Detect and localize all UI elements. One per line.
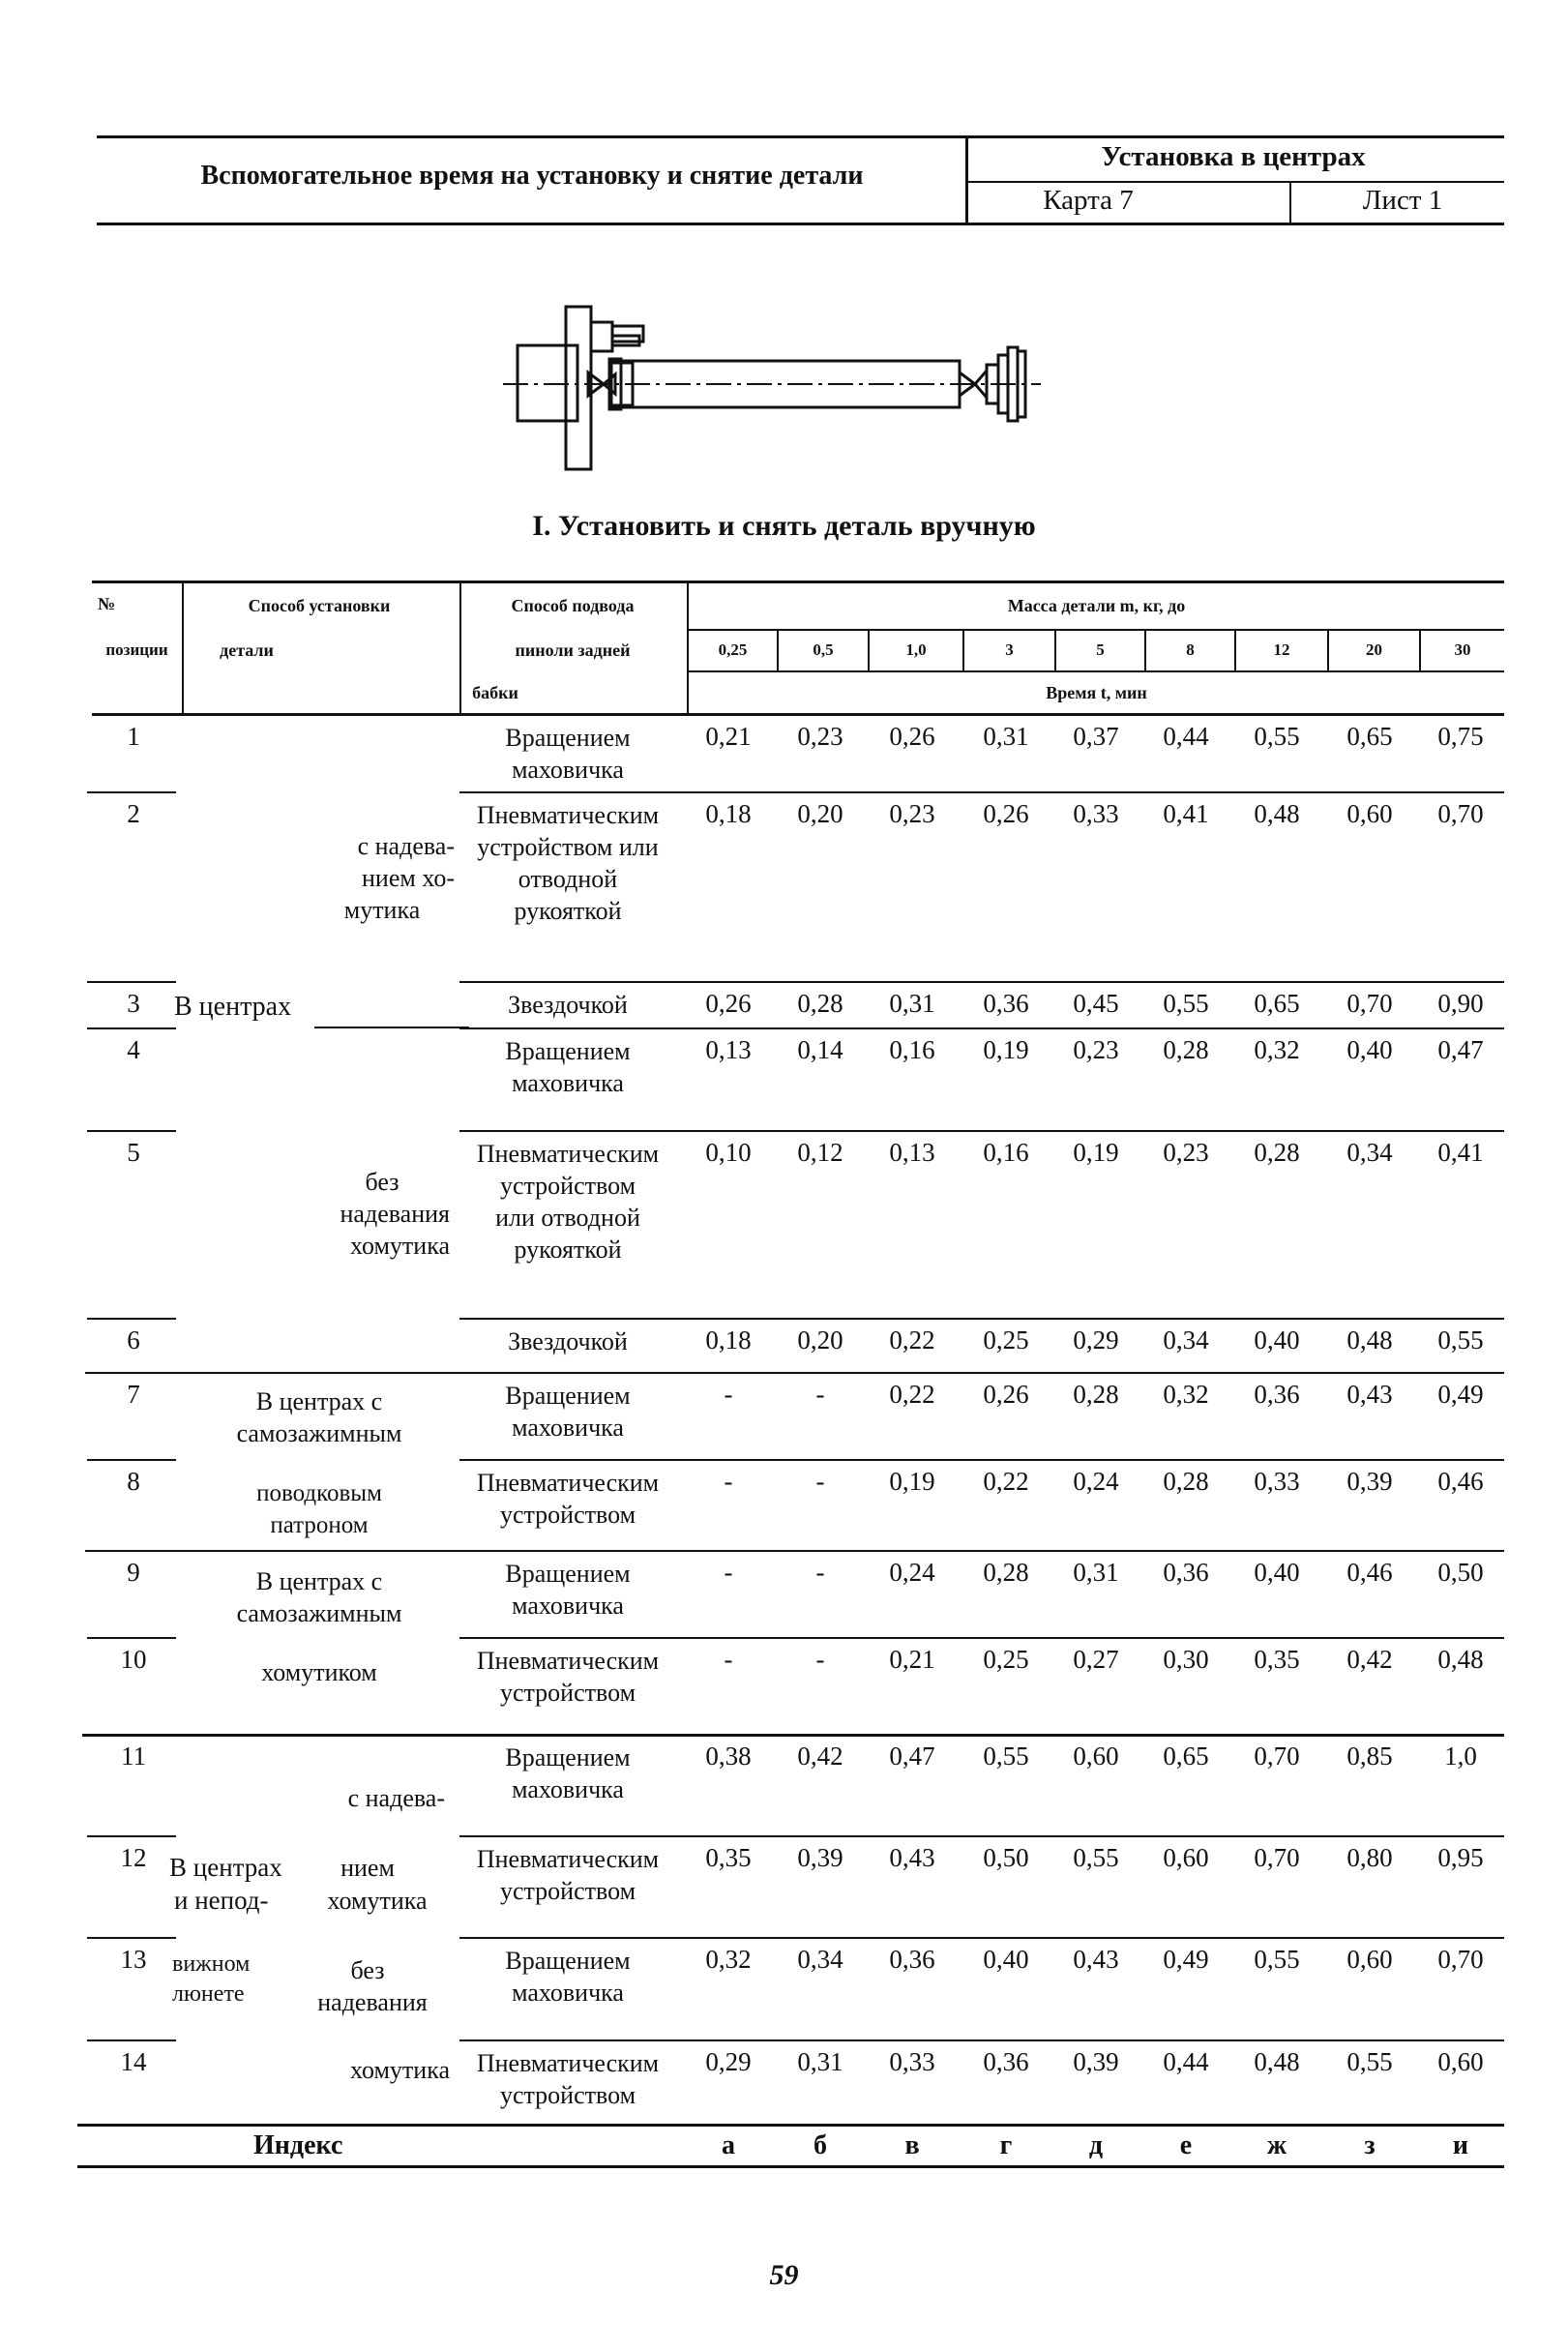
time-value: 0,21 (889, 1645, 935, 1674)
feed-method: устройством или (477, 833, 659, 861)
time-value: 0,47 (889, 1742, 935, 1771)
index-label: Индекс (253, 2130, 343, 2160)
time-value: 0,13 (705, 1035, 752, 1064)
time-value: 0,26 (983, 1380, 1029, 1409)
header-title: Вспомогательное время на установку и снятие детали (200, 161, 864, 191)
time-value: 0,55 (1437, 1325, 1484, 1355)
time-value: 0,28 (1163, 1467, 1209, 1496)
time-value: 0,37 (1073, 722, 1119, 751)
g4-main-line: вижном (172, 1951, 251, 1977)
mass-value: 12 (1273, 640, 1290, 659)
g4-sub2-line: без (350, 1956, 385, 1984)
row-rule-right (459, 791, 1504, 793)
time-value: 0,40 (1254, 1558, 1300, 1587)
time-value: 0,90 (1437, 989, 1484, 1018)
time-value: 0,22 (983, 1467, 1029, 1496)
time-value: 0,55 (1346, 2047, 1393, 2076)
time-value: 0,23 (889, 799, 935, 828)
row-rule-right (459, 1937, 1504, 1939)
time-value: 0,34 (797, 1945, 843, 1974)
row-number: 3 (127, 989, 140, 1018)
row-rule-right (459, 981, 1504, 983)
time-value: - (724, 1558, 733, 1587)
g4-sub1-line: с надева- (347, 1784, 445, 1812)
time-value: 0,28 (1073, 1380, 1119, 1409)
time-value: 0,60 (1437, 2047, 1484, 2076)
time-value: 0,55 (983, 1742, 1029, 1771)
time-value: 0,31 (797, 2047, 843, 2076)
time-value: 0,20 (797, 799, 843, 828)
time-value: 0,27 (1073, 1645, 1119, 1674)
time-value: 0,30 (1163, 1645, 1209, 1674)
feed-method: Вращением (505, 1037, 631, 1065)
time-value: 0,48 (1437, 1645, 1484, 1674)
time-value: 0,44 (1163, 2047, 1209, 2076)
row-rule-right (459, 1637, 1504, 1639)
feed-method: или отводной (495, 1204, 640, 1232)
time-value: 0,22 (889, 1380, 935, 1409)
feed-method: маховичка (512, 1414, 624, 1442)
index-letter: д (1088, 2130, 1104, 2160)
time-value: 0,32 (1254, 1035, 1300, 1064)
g4-main-line: люнете (172, 1981, 245, 2007)
index-letter: е (1179, 2130, 1193, 2160)
time-value: 0,31 (983, 722, 1029, 751)
feed-method: устройством (499, 1501, 636, 1529)
feed-method: Пневматическим (476, 1647, 660, 1675)
row-rule-left (87, 791, 176, 793)
time-value: 0,28 (983, 1558, 1029, 1587)
time-value: 0,60 (1346, 799, 1393, 828)
time-value: 0,75 (1437, 722, 1484, 751)
feed-method: Вращением (505, 1743, 631, 1771)
row-number: 6 (127, 1325, 140, 1355)
row-rule-left (87, 1459, 176, 1461)
header-sheet: Лист 1 (1362, 185, 1443, 216)
feed-method: Звездочкой (508, 1327, 628, 1355)
table-header-bottom-rule (92, 713, 1504, 716)
g3-line: В центрах с (255, 1567, 383, 1595)
mass-header: Масса детали m, кг, до (1007, 596, 1186, 615)
feed-method: устройством (499, 2081, 636, 2109)
g4-sub1-line: нием (340, 1854, 395, 1882)
time-value: 0,31 (1073, 1558, 1119, 1587)
time-value: 0,36 (1254, 1380, 1300, 1409)
g2-line: поводковым (256, 1480, 382, 1506)
feed-method: Пневматическим (476, 1140, 660, 1168)
time-value: 0,55 (1254, 722, 1300, 751)
col-method-label: детали (220, 640, 274, 660)
row-rule-right (459, 2039, 1504, 2041)
time-value: 0,31 (889, 989, 935, 1018)
index-top-rule (77, 2124, 1504, 2127)
time-value: 0,36 (1163, 1558, 1209, 1587)
group-centers-label: В центрах (174, 992, 292, 1022)
time-value: 0,26 (983, 799, 1029, 828)
time-value: 0,39 (1073, 2047, 1119, 2076)
header-setup: Установка в центрах (1101, 141, 1366, 172)
time-value: 0,46 (1437, 1467, 1484, 1496)
time-value: 0,25 (983, 1325, 1029, 1355)
feed-method: Пневматическим (476, 801, 660, 829)
time-value: 0,28 (1254, 1138, 1300, 1167)
time-value: 0,32 (1163, 1380, 1209, 1409)
time-value: 0,95 (1437, 1843, 1484, 1872)
col-no-label: позиции (105, 640, 168, 659)
time-value: 0,43 (1073, 1945, 1119, 1974)
header-mid-rule (965, 181, 1504, 183)
time-value: 0,19 (889, 1467, 935, 1496)
row-rule-left (87, 1835, 176, 1837)
time-value: 0,36 (983, 2047, 1029, 2076)
row-number: 5 (127, 1138, 140, 1167)
time-value: 0,23 (1163, 1138, 1209, 1167)
row-number: 1 (127, 722, 140, 751)
row-number: 2 (127, 799, 140, 828)
time-value: 0,50 (1437, 1558, 1484, 1587)
feed-method: Звездочкой (508, 991, 628, 1019)
time-value: 0,19 (983, 1035, 1029, 1064)
feed-method: маховичка (512, 1775, 624, 1803)
row-rule-left (87, 2039, 176, 2041)
feed-method: устройством (499, 1172, 636, 1200)
time-value: 0,25 (983, 1645, 1029, 1674)
time-header: Время t, мин (1046, 683, 1147, 702)
time-value: 0,33 (889, 2047, 935, 2076)
index-letter: б (814, 2130, 827, 2160)
feed-method: рукояткой (514, 897, 622, 925)
time-value: 0,70 (1254, 1843, 1300, 1872)
time-value: 0,10 (705, 1138, 752, 1167)
time-value: - (815, 1558, 825, 1587)
row-number: 4 (127, 1035, 140, 1064)
g3-line: самозажимным (236, 1599, 402, 1627)
time-value: 0,42 (1346, 1645, 1393, 1674)
time-value: 0,18 (705, 799, 752, 828)
header-card: Карта 7 (1043, 185, 1134, 216)
time-value: 0,21 (705, 722, 752, 751)
row-rule-left (87, 1937, 176, 1939)
time-value: 0,49 (1437, 1380, 1484, 1409)
time-value: 0,44 (1163, 722, 1209, 751)
feed-method: устройством (499, 1679, 636, 1707)
time-value: 0,12 (797, 1138, 843, 1167)
feed-method: Вращением (505, 724, 631, 752)
time-value: 0,14 (797, 1035, 843, 1064)
group-centers-underline (314, 1027, 469, 1028)
time-value: 0,32 (705, 1945, 752, 1974)
time-value: 0,48 (1254, 799, 1300, 828)
row-number: 11 (121, 1742, 146, 1771)
time-value: 0,16 (889, 1035, 935, 1064)
index-letter: а (722, 2130, 735, 2160)
time-value: 1,0 (1444, 1742, 1477, 1771)
section-title: I. Установить и снять деталь вручную (532, 510, 1036, 542)
g3-line: хомутиком (261, 1658, 377, 1686)
time-value: 0,29 (1073, 1325, 1119, 1355)
time-value: 0,40 (1346, 1035, 1393, 1064)
time-value: 0,40 (1254, 1325, 1300, 1355)
index-letter: з (1364, 2130, 1376, 2160)
mass-value: 5 (1096, 640, 1105, 659)
index-letter: и (1452, 2130, 1469, 2160)
header-top-rule (97, 135, 1504, 138)
time-value: 0,38 (705, 1742, 752, 1771)
time-value: 0,46 (1346, 1558, 1393, 1587)
g4-main-line: В центрах (169, 1853, 282, 1882)
feed-method: Вращением (505, 1560, 631, 1588)
col-divider-1 (182, 581, 184, 714)
feed-method: маховичка (512, 1069, 624, 1097)
col-feed-label: бабки (472, 683, 518, 702)
time-value: 0,26 (705, 989, 752, 1018)
g4-sub2-line: хомутика (349, 2056, 450, 2084)
g1-sub1-line: нием хо- (362, 864, 455, 892)
time-value: 0,70 (1437, 1945, 1484, 1974)
index-letter: в (904, 2130, 920, 2160)
mass-value: 20 (1366, 640, 1382, 659)
time-value: 0,49 (1163, 1945, 1209, 1974)
time-value: 0,36 (889, 1945, 935, 1974)
page-number: 59 (769, 2259, 799, 2291)
feed-method: Пневматическим (476, 2049, 660, 2077)
time-value: 0,28 (797, 989, 843, 1018)
feed-method: устройством (499, 1877, 636, 1905)
row-rule-right (459, 1318, 1504, 1320)
time-value: 0,23 (797, 722, 843, 751)
row-number: 10 (120, 1645, 147, 1674)
time-value: 0,55 (1163, 989, 1209, 1018)
time-value: 0,34 (1346, 1138, 1393, 1167)
mass-value: 30 (1454, 640, 1471, 659)
centers-setup-drawing (503, 295, 1045, 479)
time-value: 0,36 (983, 989, 1029, 1018)
header-card-divider (1289, 182, 1291, 224)
row-rule-right (459, 1459, 1504, 1461)
time-value: 0,35 (705, 1843, 752, 1872)
feed-method: рукояткой (514, 1236, 622, 1264)
time-value: - (724, 1645, 733, 1674)
time-value: 0,48 (1254, 2047, 1300, 2076)
mass-value: 0,5 (813, 640, 834, 659)
time-value: - (815, 1467, 825, 1496)
time-value: 0,47 (1437, 1035, 1484, 1064)
mass-row-rule (689, 629, 1504, 631)
time-value: 0,42 (797, 1742, 843, 1771)
group-rule (85, 1550, 1504, 1552)
feed-method: маховичка (512, 756, 624, 784)
time-value: - (724, 1380, 733, 1409)
time-value: 0,85 (1346, 1742, 1393, 1771)
time-value: 0,34 (1163, 1325, 1209, 1355)
row-number: 14 (120, 2047, 147, 2076)
g1-sub2-line: хомутика (349, 1232, 450, 1260)
row-rule-left (87, 981, 176, 983)
time-value: 0,60 (1346, 1945, 1393, 1974)
time-value: - (815, 1645, 825, 1674)
time-value: 0,29 (705, 2047, 752, 2076)
g1-sub1-line: с надева- (357, 832, 455, 860)
mass-value: 3 (1005, 640, 1014, 659)
time-value: 0,55 (1254, 1945, 1300, 1974)
time-value: 0,18 (705, 1325, 752, 1355)
time-value: 0,28 (1163, 1035, 1209, 1064)
row-number: 7 (127, 1380, 140, 1409)
time-value: 0,70 (1437, 799, 1484, 828)
row-rule-left (87, 1130, 176, 1132)
time-value: 0,16 (983, 1138, 1029, 1167)
time-value: 0,40 (983, 1945, 1029, 1974)
row-rule-right (459, 1835, 1504, 1837)
g2-line: самозажимным (236, 1419, 402, 1447)
time-value: 0,39 (1346, 1467, 1393, 1496)
time-value: 0,35 (1254, 1645, 1300, 1674)
col-feed-label: Способ подвода (511, 596, 635, 615)
time-value: 0,23 (1073, 1035, 1119, 1064)
mass-value: 1,0 (905, 640, 927, 659)
time-value: 0,65 (1163, 1742, 1209, 1771)
group-rule (85, 1372, 1504, 1374)
time-value: 0,41 (1437, 1138, 1484, 1167)
time-value: 0,24 (889, 1558, 935, 1587)
feed-method: отводной (518, 865, 618, 893)
col-divider-2 (459, 581, 461, 714)
table-top-rule (92, 581, 1504, 583)
time-value: 0,24 (1073, 1467, 1119, 1496)
mass-value: 8 (1186, 640, 1195, 659)
mass-value: 0,25 (718, 640, 748, 659)
row-rule-right (459, 1130, 1504, 1132)
header-bottom-rule (97, 223, 1504, 225)
g4-main-line: и непод- (174, 1886, 269, 1915)
col-no-label: № (97, 594, 116, 613)
time-value: - (815, 1380, 825, 1409)
time-value: 0,60 (1163, 1843, 1209, 1872)
time-value: 0,70 (1346, 989, 1393, 1018)
masses-row-rule (689, 670, 1504, 672)
row-rule-left (87, 1637, 176, 1639)
g1-sub2-line: без (365, 1168, 399, 1196)
index-bottom-rule (77, 2165, 1504, 2168)
time-value: 0,20 (797, 1325, 843, 1355)
row-rule-right (459, 1027, 1504, 1029)
feed-method: маховичка (512, 1592, 624, 1620)
time-value: 0,43 (889, 1843, 935, 1872)
time-value: 0,13 (889, 1138, 935, 1167)
time-value: 0,26 (889, 722, 935, 751)
time-value: 0,45 (1073, 989, 1119, 1018)
time-value: 0,60 (1073, 1742, 1119, 1771)
feed-method: Вращением (505, 1947, 631, 1975)
g4-sub2-line: надевания (317, 1988, 428, 2016)
feed-method: Вращением (505, 1382, 631, 1410)
col-method-label: Способ установки (248, 596, 391, 615)
feed-method: Пневматическим (476, 1469, 660, 1497)
g2-line: В центрах с (255, 1387, 383, 1415)
row-rule-left (87, 1318, 176, 1320)
g1-sub2-line: надевания (340, 1200, 450, 1228)
index-letter: ж (1266, 2130, 1287, 2160)
row-number: 8 (127, 1467, 140, 1496)
index-letter: г (999, 2130, 1013, 2160)
time-value: 0,70 (1254, 1742, 1300, 1771)
time-value: 0,65 (1254, 989, 1300, 1018)
time-value: 0,50 (983, 1843, 1029, 1872)
time-value: 0,39 (797, 1843, 843, 1872)
time-value: 0,33 (1254, 1467, 1300, 1496)
time-value: 0,65 (1346, 722, 1393, 751)
time-value: 0,22 (889, 1325, 935, 1355)
group-rule (82, 1734, 1504, 1737)
feed-method: маховичка (512, 1979, 624, 2007)
time-value: 0,19 (1073, 1138, 1119, 1167)
row-rule-left (87, 1027, 176, 1029)
time-value: 0,48 (1346, 1325, 1393, 1355)
time-value: 0,41 (1163, 799, 1209, 828)
time-value: - (724, 1467, 733, 1496)
g1-sub1-line: мутика (343, 896, 421, 924)
feed-method: Пневматическим (476, 1845, 660, 1873)
g4-sub1-line: хомутика (327, 1887, 428, 1915)
g2-line: патроном (270, 1512, 369, 1538)
row-number: 9 (127, 1558, 140, 1587)
row-number: 12 (120, 1843, 147, 1872)
time-value: 0,80 (1346, 1843, 1393, 1872)
col-feed-label: пиноли задней (515, 640, 631, 660)
time-value: 0,43 (1346, 1380, 1393, 1409)
row-number: 13 (120, 1945, 147, 1974)
time-value: 0,33 (1073, 799, 1119, 828)
time-value: 0,55 (1073, 1843, 1119, 1872)
